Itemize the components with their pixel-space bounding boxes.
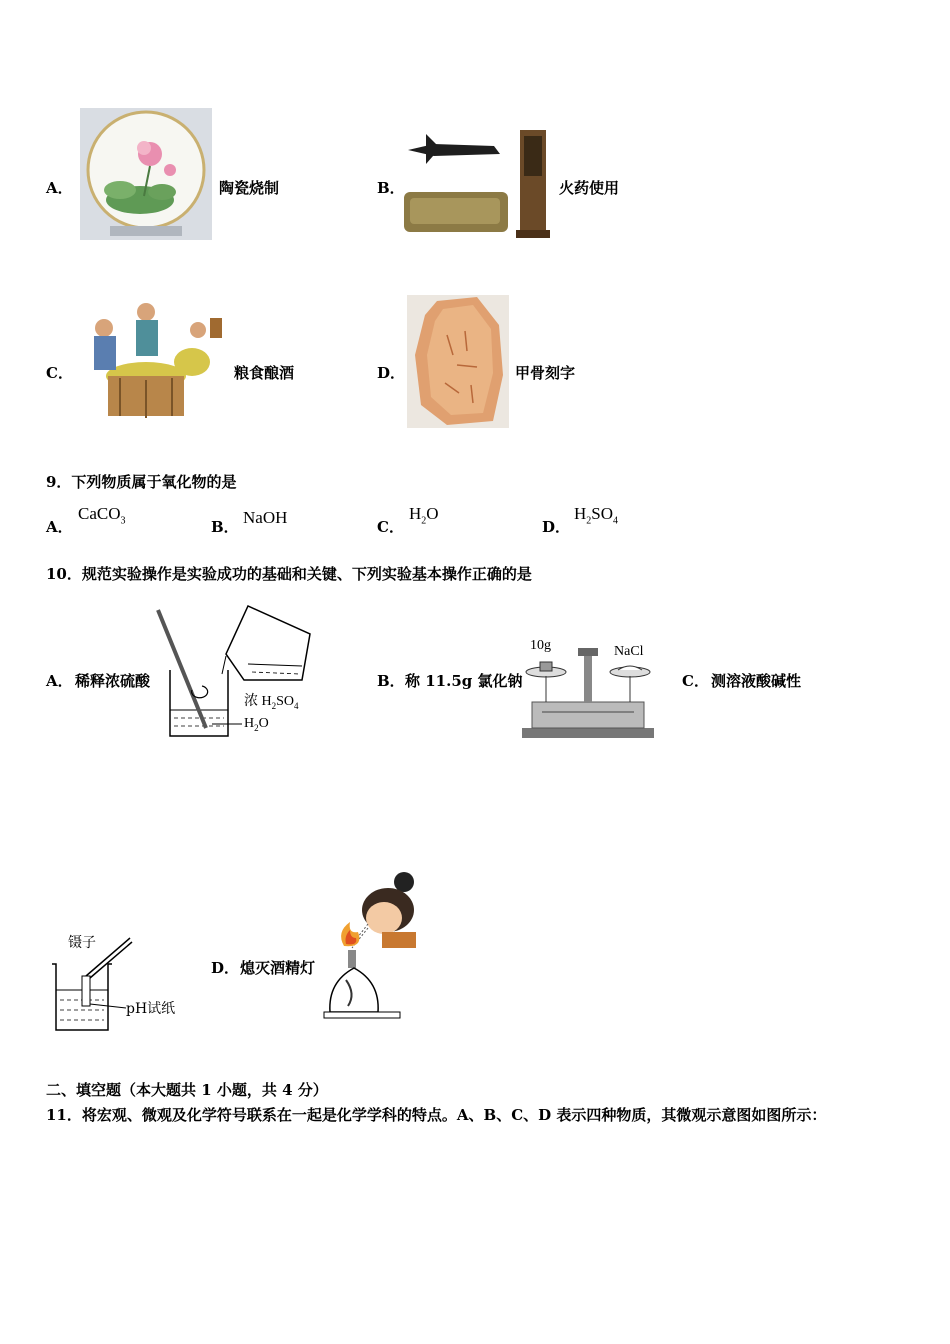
gunpowder-artifacts-image	[404, 126, 554, 242]
weight-label: 10g	[530, 638, 551, 653]
q10-option-a-caption: 稀释浓硫酸	[75, 672, 151, 690]
option-b-caption: 火药使用	[559, 179, 620, 197]
ph-test-diagram	[46, 932, 186, 1034]
water-label: $H_2O$	[244, 716, 269, 733]
question-11-stem: 11．将宏观、微观及化学符号联系在一起是化学学科的特点。A、B、C、D 表示四种物质，其微观示意图如图所示：	[46, 1106, 827, 1124]
dilute-acid-diagram	[152, 604, 318, 742]
q9-option-d-formula: $H_2SO_4$	[574, 504, 619, 527]
ph-paper-label: pH试纸	[126, 1001, 176, 1017]
option-c-caption: 粮食酿酒	[234, 364, 295, 382]
tweezers-label: 镊子	[68, 935, 96, 951]
q9-option-c-letter: C．	[377, 518, 404, 536]
option-d-letter: D．	[377, 364, 406, 382]
q10-option-a-letter: A．	[46, 672, 73, 690]
q9-option-c-formula: $H_2O$	[409, 504, 439, 527]
porcelain-plate-image	[80, 108, 212, 240]
option-b-letter: B．	[377, 179, 405, 197]
option-a-letter: A．	[46, 179, 73, 197]
q10-option-d-letter: D．	[211, 959, 240, 977]
question-10-stem: 10．规范实验操作是实验成功的基础和关键、下列实验基本操作正确的是	[46, 565, 532, 583]
acid-label: 浓 $H_2SO_4$	[244, 694, 299, 711]
q10-option-b-letter: B．	[377, 672, 405, 690]
salt-label: NaCl	[614, 644, 644, 659]
q9-option-d-letter: D．	[542, 518, 571, 536]
q10-option-c-caption: 测溶液酸碱性	[711, 672, 802, 690]
q10-option-c-letter: C．	[682, 672, 709, 690]
q9-option-a-letter: A．	[46, 518, 73, 536]
q10-option-b-caption: 称 11.5g 氯化钠	[405, 672, 523, 690]
q9-option-b-letter: B．	[211, 518, 239, 536]
option-a-caption: 陶瓷烧制	[219, 179, 280, 197]
option-d-caption: 甲骨刻字	[515, 364, 576, 382]
option-c-letter: C．	[46, 364, 73, 382]
q9-option-a-formula: CaCO$_3$	[78, 504, 126, 527]
oracle-bone-image	[407, 295, 509, 428]
section-2-heading: 二、填空题（本大题共 1 小题，共 4 分）	[46, 1081, 328, 1099]
q9-option-b-formula: NaOH	[243, 508, 288, 527]
brewing-illustration-image	[80, 300, 226, 428]
alcohol-lamp-diagram	[322, 868, 432, 1034]
question-9-stem: 9．下列物质属于氧化物的是	[46, 473, 237, 491]
q10-option-d-caption: 熄灭酒精灯	[240, 959, 316, 977]
